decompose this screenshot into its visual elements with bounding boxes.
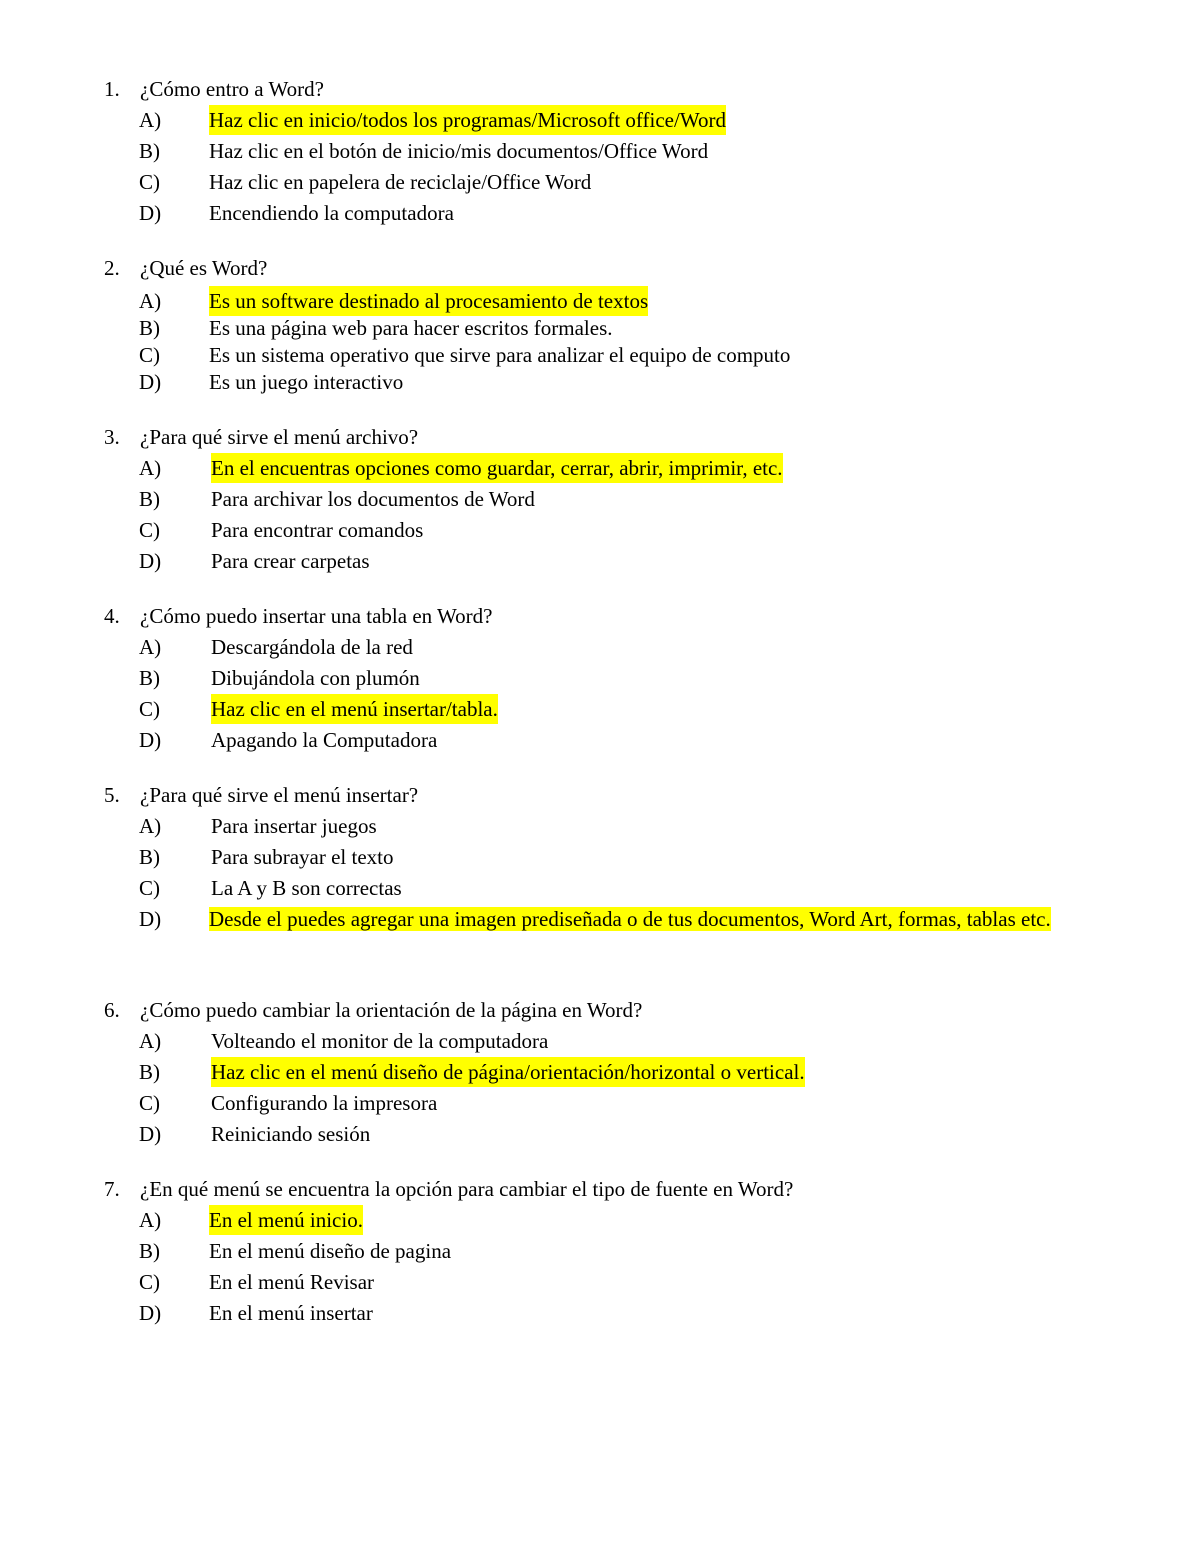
- option-letter: C): [139, 170, 160, 194]
- question-number: 4.: [104, 604, 120, 628]
- option-c: [0, 167, 1200, 197]
- option-a: [0, 1205, 1200, 1235]
- option-letter: D): [139, 201, 162, 225]
- question-3: [0, 422, 1200, 576]
- question-number: 3.: [104, 425, 120, 449]
- option-text: Configurando la impresora: [211, 1091, 438, 1115]
- question-line: [0, 995, 1200, 1025]
- question-text: ¿Para qué sirve el menú insertar?: [140, 783, 419, 807]
- option-letter: B): [139, 487, 160, 511]
- option-letter: D): [139, 370, 162, 394]
- option-text: En el menú diseño de pagina: [209, 1239, 452, 1263]
- option-d: [0, 1298, 1200, 1328]
- option-c: [0, 694, 1200, 724]
- option-d: [0, 546, 1200, 576]
- option-b: [0, 663, 1200, 693]
- option-letter: A): [139, 1208, 162, 1232]
- option-letter: D): [139, 1122, 162, 1146]
- question-7: [0, 1174, 1200, 1328]
- option-letter: A): [139, 108, 162, 132]
- option-text: Es un sistema operativo que sirve para analizar el equipo de computo: [209, 343, 791, 367]
- option-d: [0, 904, 1200, 966]
- option-text: Haz clic en papelera de reciclaje/Office Word: [209, 170, 592, 194]
- option-c: [0, 1267, 1200, 1297]
- option-letter: D): [139, 907, 162, 931]
- option-text: En el menú insertar: [209, 1301, 373, 1325]
- question-1: [0, 74, 1200, 228]
- question-text: ¿Cómo puedo cambiar la orientación de la página en Word?: [140, 998, 643, 1022]
- option-letter: B): [139, 845, 160, 869]
- option-letter: B): [139, 1060, 160, 1084]
- option-text-correct: Desde el puedes agregar una imagen prediseñada o de tus documentos, Word Art, formas, tablas etc.: [209, 907, 1051, 931]
- option-letter: C): [139, 876, 160, 900]
- question-line: [0, 253, 1200, 283]
- option-letter: B): [139, 139, 160, 163]
- option-b: [0, 484, 1200, 514]
- option-text: Es un juego interactivo: [209, 370, 404, 394]
- option-letter: D): [139, 1301, 162, 1325]
- option-a: [0, 105, 1200, 135]
- option-letter: C): [139, 697, 160, 721]
- option-letter: A): [139, 635, 162, 659]
- option-letter: A): [139, 456, 162, 480]
- option-text-correct: En el menú inicio.: [209, 1205, 363, 1235]
- option-d: [0, 725, 1200, 755]
- option-letter: B): [139, 666, 160, 690]
- option-d: [0, 198, 1200, 228]
- option-text-correct: Es un software destinado al procesamiento de textos: [209, 286, 648, 316]
- question-text: ¿Cómo entro a Word?: [140, 77, 324, 101]
- option-text-correct: Haz clic en el menú insertar/tabla.: [211, 694, 498, 724]
- option-c: [0, 340, 1200, 370]
- option-a: [0, 1026, 1200, 1056]
- option-c: [0, 1088, 1200, 1118]
- option-a: [0, 811, 1200, 841]
- option-letter: A): [139, 1029, 162, 1053]
- option-c: [0, 515, 1200, 545]
- option-text-correct: Haz clic en el menú diseño de página/orientación/horizontal o vertical.: [211, 1057, 805, 1087]
- option-letter: C): [139, 343, 160, 367]
- option-text: Para encontrar comandos: [211, 518, 424, 542]
- option-text: Es una página web para hacer escritos formales.: [209, 316, 613, 340]
- option-text: Para archivar los documentos de Word: [211, 487, 535, 511]
- option-letter: D): [139, 728, 162, 752]
- question-text: ¿Qué es Word?: [140, 256, 268, 280]
- option-text: En el menú Revisar: [209, 1270, 375, 1294]
- question-line: [0, 1174, 1200, 1204]
- option-a: [0, 632, 1200, 662]
- question-5: [0, 780, 1200, 966]
- option-d: [0, 1119, 1200, 1149]
- option-letter: A): [139, 814, 162, 838]
- option-letter: A): [139, 289, 162, 313]
- option-b: [0, 1236, 1200, 1266]
- option-text: Dibujándola con plumón: [211, 666, 420, 690]
- question-line: [0, 780, 1200, 810]
- option-b: [0, 842, 1200, 872]
- question-line: [0, 74, 1200, 104]
- question-number: 7.: [104, 1177, 120, 1201]
- option-c: [0, 873, 1200, 903]
- option-text-correct: Haz clic en inicio/todos los programas/Microsoft office/Word: [209, 105, 726, 135]
- option-d: [0, 367, 1200, 397]
- question-2: [0, 253, 1200, 397]
- option-text: Para insertar juegos: [211, 814, 377, 838]
- option-text: Para subrayar el texto: [211, 845, 394, 869]
- option-b: [0, 136, 1200, 166]
- question-text: ¿En qué menú se encuentra la opción para cambiar el tipo de fuente en Word?: [140, 1177, 794, 1201]
- option-a: [0, 286, 1200, 316]
- question-number: 1.: [104, 77, 120, 101]
- option-text: Encendiendo la computadora: [209, 201, 454, 225]
- question-line: [0, 422, 1200, 452]
- option-a: [0, 453, 1200, 483]
- option-b: [0, 313, 1200, 343]
- option-text: Descargándola de la red: [211, 635, 413, 659]
- question-number: 2.: [104, 256, 120, 280]
- option-letter: D): [139, 549, 162, 573]
- question-line: [0, 601, 1200, 631]
- option-text: Volteando el monitor de la computadora: [211, 1029, 549, 1053]
- option-text-correct: En el encuentras opciones como guardar, cerrar, abrir, imprimir, etc.: [211, 453, 783, 483]
- question-number: 6.: [104, 998, 120, 1022]
- question-text: ¿Cómo puedo insertar una tabla en Word?: [140, 604, 493, 628]
- option-text: Reiniciando sesión: [211, 1122, 371, 1146]
- option-text: Apagando la Computadora: [211, 728, 438, 752]
- option-b: [0, 1057, 1200, 1087]
- option-letter: C): [139, 518, 160, 542]
- option-letter: C): [139, 1270, 160, 1294]
- option-text: La A y B son correctas: [211, 876, 402, 900]
- question-6: [0, 995, 1200, 1149]
- option-letter: C): [139, 1091, 160, 1115]
- question-text: ¿Para qué sirve el menú archivo?: [140, 425, 419, 449]
- option-letter: B): [139, 1239, 160, 1263]
- option-text: Para crear carpetas: [211, 549, 370, 573]
- question-number: 5.: [104, 783, 120, 807]
- question-4: [0, 601, 1200, 755]
- option-text: Haz clic en el botón de inicio/mis documentos/Office Word: [209, 139, 709, 163]
- option-text-correct-wrapper: [209, 904, 1121, 935]
- option-letter: B): [139, 316, 160, 340]
